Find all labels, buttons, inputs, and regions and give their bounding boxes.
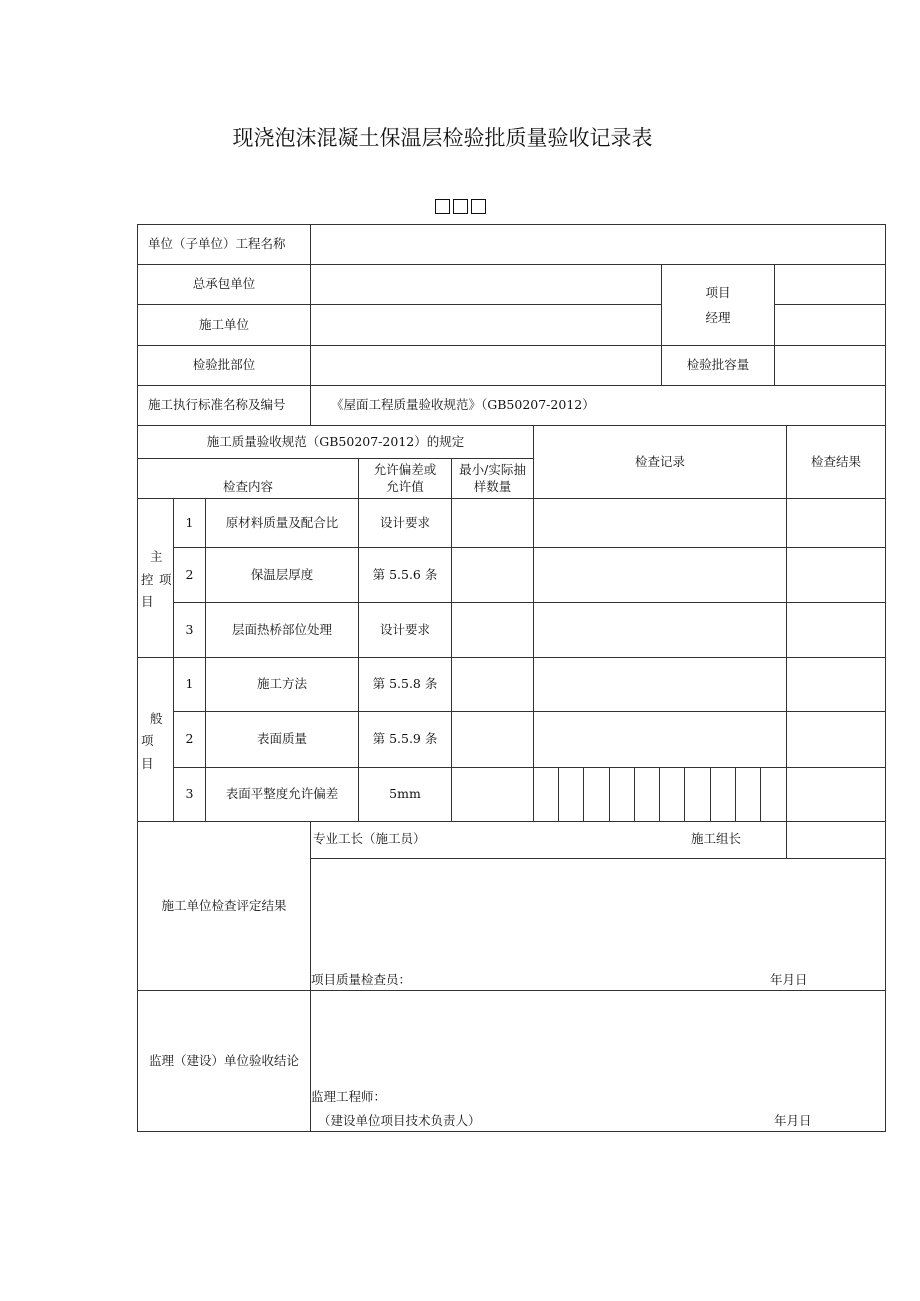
item-tolerance: 第 5.5.9 条 bbox=[372, 731, 438, 747]
item-tolerance: 第 5.5.6 条 bbox=[372, 566, 438, 582]
record-field[interactable] bbox=[534, 658, 786, 711]
sample-count-field[interactable] bbox=[452, 548, 533, 602]
result-field[interactable] bbox=[787, 499, 885, 547]
team-leader-field[interactable] bbox=[787, 822, 885, 858]
standard-label: 施工执行标准名称及编号 bbox=[148, 397, 286, 413]
construction-date-label: 年月日 bbox=[770, 972, 808, 987]
item-tolerance: 第 5.5.8 条 bbox=[372, 676, 438, 692]
supervision-result-field[interactable] bbox=[311, 996, 885, 1082]
standard-value: 《屋面工程质量验收规范》（GB50207-2012） bbox=[331, 397, 595, 413]
item-tolerance: 5mm bbox=[389, 786, 421, 802]
code-boxes bbox=[435, 199, 486, 214]
supervision-result-label: 监理（建设）单位验收结论 bbox=[148, 1052, 299, 1068]
main-control-group-label bbox=[138, 499, 173, 657]
owner-technical-lead-label: （建设单位项目技术负责人） bbox=[318, 1113, 481, 1128]
content-header: 检查内容 bbox=[222, 479, 273, 495]
supervising-engineer-label: 监理工程师： bbox=[311, 1089, 387, 1104]
sample-header-line2: 样数量 bbox=[473, 478, 512, 494]
general-label-char: 目 bbox=[141, 756, 154, 771]
result-field[interactable] bbox=[787, 548, 885, 602]
tolerance-header-line1: 允许偏差或 bbox=[373, 461, 437, 477]
item-content: 表面平整度允许偏差 bbox=[225, 786, 339, 802]
general-contractor-label: 总承包单位 bbox=[192, 276, 256, 292]
item-number: 2 bbox=[185, 566, 194, 582]
result-field[interactable] bbox=[787, 603, 885, 657]
page-title: 现浇泡沫混凝土保温层检验批质量验收记录表 bbox=[232, 126, 653, 150]
quality-inspector-label: 项目质量检查员： bbox=[311, 972, 412, 987]
record-field[interactable] bbox=[534, 499, 786, 547]
record-field[interactable] bbox=[534, 548, 786, 602]
main-control-label-char: 主 bbox=[150, 549, 163, 564]
project-manager-label bbox=[662, 265, 774, 345]
tolerance-header-line2: 允许值 bbox=[386, 478, 424, 494]
code-box[interactable] bbox=[471, 199, 486, 214]
sample-count-field[interactable] bbox=[452, 658, 533, 711]
batch-capacity-field[interactable] bbox=[775, 346, 885, 385]
result-field[interactable] bbox=[787, 712, 885, 767]
record-field[interactable] bbox=[534, 712, 786, 767]
construction-result-label: 施工单位检查评定结果 bbox=[161, 897, 287, 913]
result-field[interactable] bbox=[787, 658, 885, 711]
item-content: 原材料质量及配合比 bbox=[225, 514, 339, 530]
construction-result-field[interactable] bbox=[311, 859, 885, 969]
main-control-label-char: 目 bbox=[141, 594, 154, 609]
item-content: 保温层厚度 bbox=[250, 566, 314, 582]
main-control-label-char: 项 bbox=[159, 572, 172, 587]
general-label-char: 般 bbox=[150, 711, 163, 726]
project-manager-field[interactable] bbox=[775, 265, 885, 304]
item-content: 施工方法 bbox=[256, 676, 307, 692]
table-border-right bbox=[885, 224, 886, 1131]
project-manager-field-2[interactable] bbox=[775, 305, 885, 345]
sample-count-field[interactable] bbox=[452, 499, 533, 547]
sample-count-field[interactable] bbox=[452, 712, 533, 767]
batch-capacity-label: 检验批容量 bbox=[686, 357, 750, 373]
sample-count-field[interactable] bbox=[452, 603, 533, 657]
result-field[interactable] bbox=[787, 768, 885, 821]
project-manager-label-line1: 项目 bbox=[705, 285, 731, 300]
unit-name-label: 单位（子单位）工程名称 bbox=[148, 236, 286, 252]
tolerance-header bbox=[359, 459, 451, 498]
result-header: 检查结果 bbox=[810, 453, 861, 469]
foreman-label: 专业工长（施工员） bbox=[313, 831, 426, 846]
item-number: 3 bbox=[185, 621, 194, 637]
record-field[interactable] bbox=[534, 603, 786, 657]
flatness-record-cells[interactable] bbox=[534, 768, 786, 821]
team-leader-label: 施工组长 bbox=[691, 831, 742, 846]
spec-title: 施工质量验收规范（GB50207-2012）的规定 bbox=[206, 433, 465, 449]
item-content: 表面质量 bbox=[256, 731, 307, 747]
item-number: 1 bbox=[185, 514, 194, 530]
batch-location-label: 检验批部位 bbox=[192, 357, 256, 373]
item-tolerance: 设计要求 bbox=[379, 621, 430, 637]
item-tolerance: 设计要求 bbox=[379, 514, 430, 530]
supervision-date-label: 年月日 bbox=[774, 1113, 812, 1128]
record-header: 检查记录 bbox=[634, 453, 685, 469]
construction-unit-field[interactable] bbox=[311, 305, 661, 345]
sample-count-field[interactable] bbox=[452, 768, 533, 821]
sample-header-line1: 最小/实际抽 bbox=[459, 461, 526, 477]
code-box[interactable] bbox=[435, 199, 450, 214]
construction-unit-label: 施工单位 bbox=[198, 316, 249, 332]
general-label-char: 项 bbox=[141, 733, 154, 748]
general-group-label bbox=[138, 658, 173, 821]
main-control-label-char: 控 bbox=[141, 572, 154, 587]
item-number: 2 bbox=[185, 731, 194, 747]
code-box[interactable] bbox=[453, 199, 468, 214]
unit-name-field[interactable] bbox=[311, 225, 885, 264]
item-content: 层面热桥部位处理 bbox=[231, 621, 332, 637]
batch-location-field[interactable] bbox=[311, 346, 661, 385]
general-contractor-field[interactable] bbox=[311, 265, 661, 304]
project-manager-label-line2: 经理 bbox=[705, 310, 731, 325]
sample-header bbox=[452, 459, 533, 498]
item-number: 1 bbox=[185, 676, 194, 692]
item-number: 3 bbox=[185, 786, 194, 802]
